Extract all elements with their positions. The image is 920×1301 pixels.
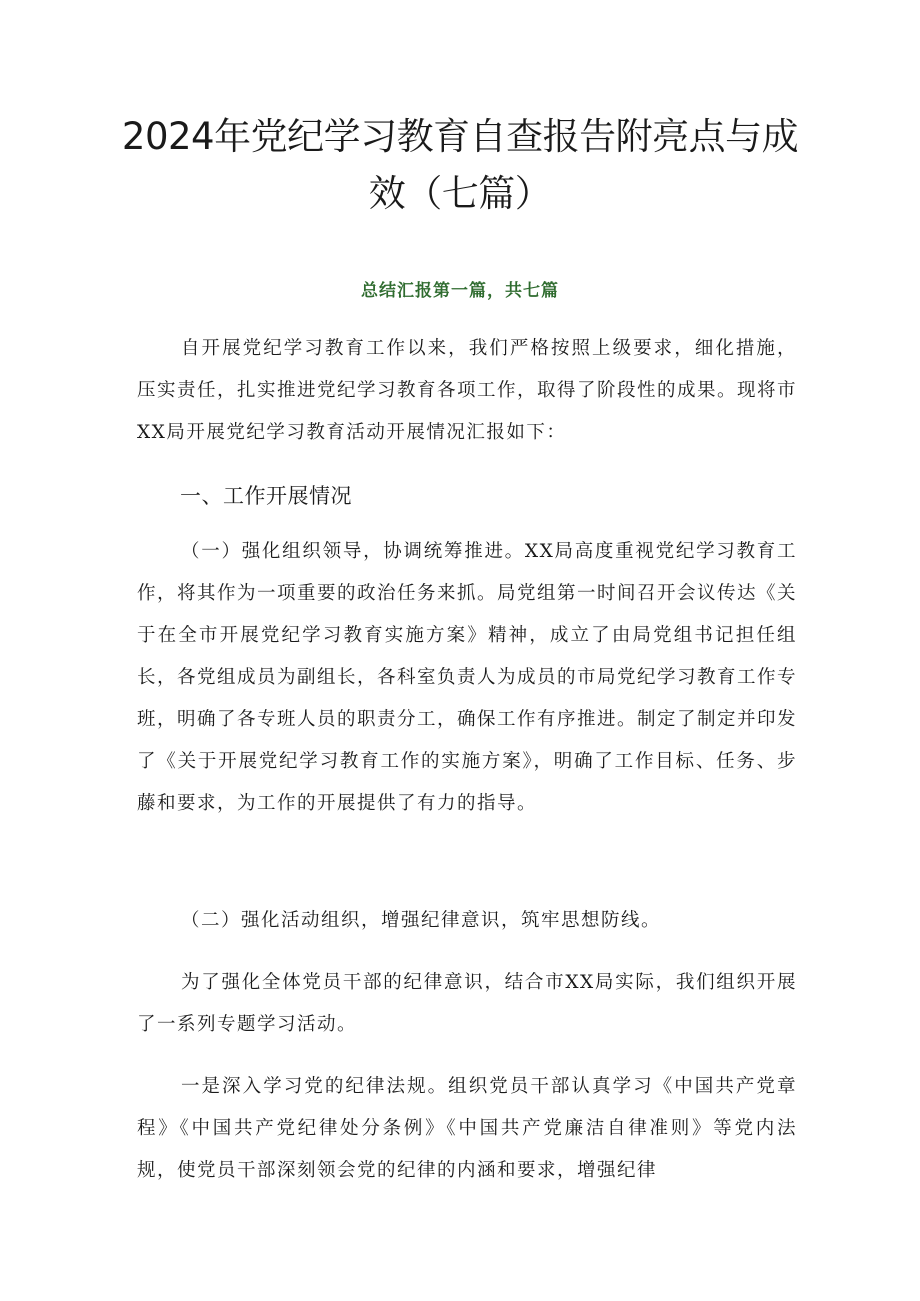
document-title: 2024年党纪学习教育自查报告附亮点与成效（七篇） (121, 115, 799, 215)
section-heading: 一、工作开展情况 (180, 484, 352, 508)
document-subtitle: 总结汇报第一篇，共七篇 (361, 281, 559, 301)
intro-paragraph: 自开展党纪学习教育工作以来，我们严格按照上级要求，细化措施，压实责任，扎实推进党纪学习教育各项工作，取得了阶段性的成果。现将市XX局开展党纪学习教育活动开展情况汇报如下： (137, 338, 798, 443)
section-paragraph-3: 为了强化全体党员干部的纪律意识，结合市XX局实际，我们组织开展了一系列专题学习活动。 (137, 972, 797, 1035)
section-paragraph-4: 一是深入学习党的纪律法规。组织党员干部认真学习《中国共产党章程》《中国共产党纪律处分条例》《中国共产党廉洁自律准则》等党内法规，使党员干部深刻领会党的纪律的内涵和要求，增强纪律 (137, 1076, 797, 1181)
section-paragraph-2: （二）强化活动组织，增强纪律意识，筑牢思想防线。 (181, 910, 662, 931)
section-paragraph-1: （一）强化组织领导，协调统筹推进。XX局高度重视党纪学习教育工作，将其作为一项重要的政治任务来抓。局党组第一时间召开会议传达《关于在全市开展党纪学习教育实施方案》精神，成立了由局党组书记担任组长，各党组成员为副组长，各科室负责人为成员的市局党纪学习教育工作专班，明确了各专班人员的职责分工，确保工作有序推进。制定了制定并印发了《关于开展党纪学习教育工作的实施方案》，明确了工作目标、任务、步藤和要求，为工作的开展提供了有力的指导。 (137, 541, 798, 814)
